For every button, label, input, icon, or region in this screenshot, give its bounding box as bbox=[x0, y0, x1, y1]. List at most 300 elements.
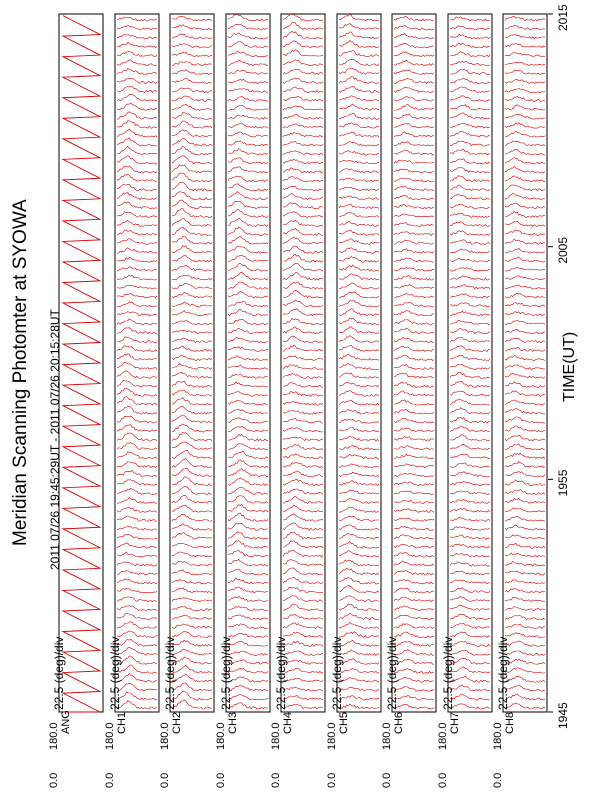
trace-ch2-scan bbox=[172, 275, 212, 280]
trace-ch1-scan bbox=[117, 202, 157, 209]
trace-ch7-scan bbox=[450, 131, 490, 137]
trace-ch3-scan bbox=[228, 291, 268, 298]
trace-ch2-scan bbox=[172, 514, 212, 521]
trace-ch7-scan bbox=[450, 52, 490, 57]
trace-ch2-scan bbox=[172, 219, 212, 227]
trace-ch1-scan bbox=[117, 692, 157, 700]
trace-ch4-scan bbox=[283, 194, 323, 200]
trace-ch6-scan bbox=[394, 17, 434, 21]
trace-ch7-scan bbox=[450, 605, 490, 610]
trace-ch8-scan bbox=[505, 641, 545, 647]
trace-ch6-scan bbox=[394, 87, 434, 92]
page-title: Meridian Scanning Photomter at SYOWA bbox=[10, 199, 31, 546]
trace-ch6-scan bbox=[394, 320, 434, 325]
trace-ch6-scan bbox=[394, 249, 434, 254]
trace-ch7-scan bbox=[450, 124, 490, 128]
trace-ch1-scan bbox=[117, 656, 157, 664]
scale-label-ch7: 22.5 (deg)/div bbox=[441, 636, 455, 710]
trace-ch2-scan bbox=[172, 165, 212, 173]
trace-ch3-scan bbox=[228, 651, 268, 656]
trace-ch1-scan bbox=[117, 138, 157, 147]
trace-ch4-scan bbox=[283, 437, 323, 441]
trace-ch4-scan bbox=[283, 514, 323, 522]
trace-ch2-scan bbox=[172, 346, 212, 352]
trace-ch5-scan bbox=[339, 248, 379, 254]
trace-ch3-scan bbox=[228, 356, 268, 361]
trace-ch7-scan bbox=[450, 372, 490, 378]
trace-ch7-scan bbox=[450, 544, 490, 548]
trace-ch6-scan bbox=[394, 70, 434, 75]
trace-ch8-scan bbox=[505, 453, 545, 459]
trace-ch4-scan bbox=[283, 523, 323, 531]
trace-ch7-scan bbox=[450, 444, 490, 450]
trace-ch3-scan bbox=[228, 282, 268, 289]
trace-ch5-scan bbox=[339, 24, 379, 30]
scale-label-ch3: 22.5 (deg)/div bbox=[219, 636, 233, 710]
scale-label-ch1: 22.5 (deg)/div bbox=[108, 636, 122, 710]
trace-ch3-scan bbox=[228, 559, 268, 566]
trace-ch1-scan bbox=[117, 597, 157, 602]
trace-ch5-scan bbox=[339, 113, 379, 119]
trace-ch2-scan bbox=[172, 227, 212, 235]
trace-ch3-scan bbox=[228, 452, 268, 459]
trace-ch1-scan bbox=[117, 579, 157, 584]
trace-ch1-scan bbox=[117, 86, 157, 92]
trace-ch7-scan bbox=[450, 337, 490, 342]
trace-ch8-scan bbox=[505, 285, 545, 289]
trace-ch6-scan bbox=[394, 60, 434, 66]
trace-ch5-scan bbox=[339, 696, 379, 700]
trace-ch5-scan bbox=[339, 141, 379, 146]
trace-ch1-scan bbox=[117, 346, 157, 352]
trace-ch4-scan bbox=[283, 282, 323, 289]
trace-ch8-scan bbox=[505, 43, 545, 47]
trace-ch7-scan bbox=[450, 105, 490, 111]
trace-ch1-scan bbox=[117, 589, 157, 593]
trace-ch3-scan bbox=[228, 669, 268, 674]
trace-ch4-scan bbox=[283, 568, 323, 575]
trace-ch1-scan bbox=[117, 230, 157, 236]
trace-ch1-scan bbox=[117, 312, 157, 316]
y-top-label-ch7: 180.0 bbox=[437, 722, 449, 750]
trace-ch2-scan bbox=[172, 450, 212, 458]
trace-ch3-scan bbox=[228, 624, 268, 629]
trace-ch8-scan bbox=[505, 114, 545, 119]
trace-ch1-scan bbox=[117, 146, 157, 155]
panel-label-ch3: CH3 bbox=[227, 711, 239, 734]
trace-ch2-scan bbox=[172, 561, 212, 566]
trace-ch6-scan bbox=[394, 597, 434, 602]
trace-ch7-scan bbox=[450, 311, 490, 316]
trace-ch7-scan bbox=[450, 268, 490, 272]
trace-ch7-scan bbox=[450, 258, 490, 262]
trace-ch1-scan bbox=[117, 380, 157, 387]
trace-ch3-scan bbox=[228, 633, 268, 637]
trace-ch3-scan bbox=[228, 88, 268, 92]
trace-ch6-scan bbox=[394, 464, 434, 468]
trace-ch5-scan bbox=[339, 640, 379, 646]
trace-ch8-scan bbox=[505, 553, 545, 557]
panel-label-ch4: CH4 bbox=[282, 711, 294, 734]
trace-ch4-scan bbox=[283, 60, 323, 66]
trace-ch1-scan bbox=[117, 294, 157, 298]
trace-ch7-scan bbox=[450, 535, 490, 539]
trace-ch2-scan bbox=[172, 524, 212, 531]
trace-ch5-scan bbox=[339, 659, 379, 665]
trace-ch3-scan bbox=[228, 176, 268, 182]
panel-frame-ch7 bbox=[448, 14, 492, 712]
trace-ch5-scan bbox=[339, 382, 379, 387]
trace-ch4-scan bbox=[283, 69, 323, 74]
trace-ch1-scan bbox=[117, 639, 157, 646]
trace-ch2-scan bbox=[172, 432, 212, 441]
trace-ch1-scan bbox=[117, 470, 157, 476]
y-bottom-label-ang: 0.0 bbox=[48, 772, 60, 788]
trace-ch2-scan bbox=[172, 424, 212, 432]
trace-ch7-scan bbox=[450, 159, 490, 164]
scale-label-ch5: 22.5 (deg)/div bbox=[330, 636, 344, 710]
trace-ch3-scan bbox=[228, 255, 268, 261]
trace-ch5-scan bbox=[339, 301, 379, 307]
trace-ch8-scan bbox=[505, 659, 545, 665]
trace-ch3-scan bbox=[228, 105, 268, 110]
trace-ch8-scan bbox=[505, 294, 545, 298]
y-top-label-ch4: 180.0 bbox=[270, 722, 282, 750]
trace-ch8-scan bbox=[505, 25, 545, 30]
trace-ch4-scan bbox=[283, 114, 323, 119]
trace-ch5-scan bbox=[339, 507, 379, 512]
trace-ch2-scan bbox=[172, 338, 212, 343]
trace-ch1-scan bbox=[117, 613, 157, 619]
trace-ch5-scan bbox=[339, 604, 379, 611]
trace-ch3-scan bbox=[228, 70, 268, 74]
trace-ch4-scan bbox=[283, 263, 323, 271]
panel-label-ch7: CH7 bbox=[449, 711, 461, 734]
trace-ch1-scan bbox=[117, 406, 157, 414]
trace-ch1-scan bbox=[117, 480, 157, 486]
trace-ch3-scan bbox=[228, 247, 268, 254]
trace-ch7-scan bbox=[450, 704, 490, 709]
scale-label-ch8: 22.5 (deg)/div bbox=[496, 636, 510, 710]
trace-ch4-scan bbox=[283, 454, 323, 459]
trace-ch8-scan bbox=[505, 516, 545, 521]
trace-ch5-scan bbox=[339, 472, 379, 477]
panel-label-ch2: CH2 bbox=[171, 711, 183, 734]
trace-ch1-scan bbox=[117, 26, 157, 30]
trace-ch7-scan bbox=[450, 499, 490, 503]
trace-ch4-scan bbox=[283, 587, 323, 593]
trace-ch4-scan bbox=[283, 489, 323, 494]
trace-ch8-scan bbox=[505, 248, 545, 253]
trace-ch2-scan bbox=[172, 25, 212, 30]
trace-ch4-scan bbox=[283, 641, 323, 646]
trace-ch1-scan bbox=[117, 166, 157, 173]
trace-ch8-scan bbox=[505, 571, 545, 575]
trace-ch3-scan bbox=[228, 167, 268, 173]
trace-ch6-scan bbox=[394, 659, 434, 664]
trace-ch3-scan bbox=[228, 184, 268, 191]
trace-ch2-scan bbox=[172, 640, 212, 646]
trace-ch2-scan bbox=[172, 486, 212, 494]
trace-ch5-scan bbox=[339, 704, 379, 709]
trace-ch2-scan bbox=[172, 624, 212, 629]
scale-label-ang: 22.5 (deg)/div bbox=[52, 636, 66, 710]
trace-ch8-scan bbox=[505, 391, 545, 397]
trace-ch4-scan bbox=[283, 445, 323, 450]
trace-ch8-scan bbox=[505, 221, 545, 226]
trace-ch1-scan bbox=[117, 552, 157, 557]
trace-ch6-scan bbox=[394, 52, 434, 57]
trace-ch8-scan bbox=[505, 426, 545, 432]
trace-ch3-scan bbox=[228, 607, 268, 611]
trace-ch4-scan bbox=[283, 704, 323, 709]
trace-ch7-scan bbox=[450, 34, 490, 39]
trace-ch3-scan bbox=[228, 347, 268, 352]
trace-ch8-scan bbox=[505, 499, 545, 504]
trace-ch2-scan bbox=[172, 606, 212, 611]
trace-ch8-scan bbox=[505, 480, 545, 486]
trace-ch6-scan bbox=[394, 552, 434, 557]
trace-ch3-scan bbox=[228, 132, 268, 137]
trace-ch6-scan bbox=[394, 544, 434, 548]
trace-ch8-scan bbox=[505, 141, 545, 146]
trace-ch6-scan bbox=[394, 195, 434, 199]
trace-ch4-scan bbox=[283, 356, 323, 361]
trace-ch6-scan bbox=[394, 624, 434, 629]
trace-ch6-scan bbox=[394, 267, 434, 271]
trace-ch2-scan bbox=[172, 182, 212, 191]
trace-ch1-scan bbox=[117, 248, 157, 254]
trace-ch4-scan bbox=[283, 660, 323, 664]
trace-ch6-scan bbox=[394, 436, 434, 440]
x-tick-label: 1945 bbox=[556, 702, 570, 729]
trace-ch5-scan bbox=[339, 400, 379, 405]
trace-ch8-scan bbox=[505, 257, 545, 262]
trace-ch7-scan bbox=[450, 213, 490, 218]
trace-ch7-scan bbox=[450, 382, 490, 388]
trace-ch2-scan bbox=[172, 496, 212, 504]
trace-ch6-scan bbox=[394, 641, 434, 646]
trace-ch4-scan bbox=[283, 255, 323, 263]
trace-ch4-scan bbox=[283, 559, 323, 566]
trace-ch4-scan bbox=[283, 463, 323, 468]
trace-ch3-scan bbox=[228, 236, 268, 244]
trace-ch8-scan bbox=[505, 508, 545, 512]
panel-frame-ch8 bbox=[503, 14, 547, 712]
trace-ch7-scan bbox=[450, 240, 490, 245]
trace-ch5-scan bbox=[339, 14, 379, 21]
trace-ch7-scan bbox=[450, 694, 490, 700]
trace-ch6-scan bbox=[394, 695, 434, 700]
trace-ch4-scan bbox=[283, 106, 323, 111]
trace-ch2-scan bbox=[172, 330, 212, 333]
trace-ch5-scan bbox=[339, 274, 379, 280]
trace-ch7-scan bbox=[450, 303, 490, 307]
trace-ch3-scan bbox=[228, 365, 268, 370]
trace-ch6-scan bbox=[394, 410, 434, 415]
trace-ch5-scan bbox=[339, 132, 379, 137]
trace-ch2-scan bbox=[172, 321, 212, 325]
trace-ch5-scan bbox=[339, 68, 379, 74]
trace-ch7-scan bbox=[450, 78, 490, 83]
trace-ch8-scan bbox=[505, 472, 545, 477]
y-bottom-label-ch3: 0.0 bbox=[215, 772, 227, 788]
trace-ch6-scan bbox=[394, 142, 434, 147]
panel-label-ch1: CH1 bbox=[116, 711, 128, 734]
trace-ch7-scan bbox=[450, 553, 490, 557]
trace-ch7-scan bbox=[450, 491, 490, 495]
trace-ch4-scan bbox=[283, 374, 323, 379]
trace-ch1-scan bbox=[117, 211, 157, 217]
trace-ch5-scan bbox=[339, 168, 379, 172]
trace-ch8-scan bbox=[505, 668, 545, 674]
trace-ch7-scan bbox=[450, 562, 490, 566]
trace-ch3-scan bbox=[228, 309, 268, 315]
trace-ch4-scan bbox=[283, 596, 323, 602]
trace-ch5-scan bbox=[339, 50, 379, 56]
trace-ch2-scan bbox=[172, 632, 212, 638]
panel-frame-ch5 bbox=[337, 14, 381, 712]
trace-ch7-scan bbox=[450, 176, 490, 182]
trace-ch2-scan bbox=[172, 355, 212, 361]
trace-ch5-scan bbox=[339, 650, 379, 656]
trace-ch3-scan bbox=[228, 96, 268, 101]
trace-ch4-scan bbox=[283, 550, 323, 557]
trace-ch3-scan bbox=[228, 418, 268, 424]
trace-ch7-scan bbox=[450, 26, 490, 30]
trace-ch5-scan bbox=[339, 32, 379, 39]
trace-ch6-scan bbox=[394, 276, 434, 281]
trace-ang bbox=[63, 16, 100, 712]
trace-ch5-scan bbox=[339, 534, 379, 540]
trace-ch4-scan bbox=[283, 541, 323, 548]
trace-ch8-scan bbox=[505, 400, 545, 405]
trace-ch6-scan bbox=[394, 650, 434, 656]
trace-ch2-scan bbox=[172, 147, 212, 156]
trace-ch6-scan bbox=[394, 482, 434, 486]
trace-ch6-scan bbox=[394, 418, 434, 423]
trace-ch5-scan bbox=[339, 336, 379, 343]
trace-ch4-scan bbox=[283, 410, 323, 414]
trace-ch6-scan bbox=[394, 223, 434, 227]
trace-ch4-scan bbox=[283, 141, 323, 146]
trace-ch8-scan bbox=[505, 329, 545, 334]
trace-ch5-scan bbox=[339, 96, 379, 101]
trace-ch3-scan bbox=[228, 596, 268, 601]
trace-ch3-scan bbox=[228, 14, 268, 21]
trace-ch4-scan bbox=[283, 176, 323, 181]
trace-ch8-scan bbox=[505, 462, 545, 468]
trace-ch3-scan bbox=[228, 578, 268, 584]
trace-ch1-scan bbox=[117, 433, 157, 441]
trace-ch2-scan bbox=[172, 237, 212, 245]
trace-ch4-scan bbox=[283, 318, 323, 324]
trace-ch8-scan bbox=[505, 597, 545, 601]
trace-ch7-scan bbox=[450, 391, 490, 396]
trace-ch8-scan bbox=[505, 382, 545, 388]
trace-ch1-scan bbox=[117, 397, 157, 406]
trace-ch4-scan bbox=[283, 212, 323, 218]
trace-ch4-scan bbox=[283, 124, 323, 128]
trace-ch5-scan bbox=[339, 481, 379, 486]
trace-ch2-scan bbox=[172, 579, 212, 584]
trace-ch1-scan bbox=[117, 68, 157, 74]
trace-ch2-scan bbox=[172, 311, 212, 316]
trace-ch7-scan bbox=[450, 61, 490, 66]
trace-ch7-scan bbox=[450, 623, 490, 628]
trace-ch6-scan bbox=[394, 571, 434, 575]
trace-ch4-scan bbox=[283, 402, 323, 406]
trace-ch7-scan bbox=[450, 204, 490, 209]
trace-ch2-scan bbox=[172, 477, 212, 486]
trace-ch6-scan bbox=[394, 535, 434, 539]
trace-ch8-scan bbox=[505, 185, 545, 191]
trace-ch4-scan bbox=[283, 159, 323, 164]
trace-ch7-scan bbox=[450, 426, 490, 432]
trace-ch4-scan bbox=[283, 151, 323, 155]
trace-ch6-scan bbox=[394, 561, 434, 566]
trace-ch2-scan bbox=[172, 173, 212, 182]
trace-ch5-scan bbox=[339, 213, 379, 218]
trace-ch7-scan bbox=[450, 408, 490, 414]
x-tick-label: 1955 bbox=[556, 469, 570, 497]
trace-ch1-scan bbox=[117, 388, 157, 396]
trace-ch8-scan bbox=[505, 321, 545, 325]
trace-ch4-scan bbox=[283, 695, 323, 700]
trace-ch6-scan bbox=[394, 97, 434, 102]
trace-ch5-scan bbox=[339, 490, 379, 494]
trace-ch5-scan bbox=[339, 586, 379, 593]
trace-ch1-scan bbox=[117, 622, 157, 629]
trace-ch6-scan bbox=[394, 446, 434, 450]
trace-ch4-scan bbox=[283, 496, 323, 503]
trace-ch1-scan bbox=[117, 302, 157, 307]
trace-ch7-scan bbox=[450, 435, 490, 441]
trace-ch1-scan bbox=[117, 60, 157, 66]
trace-ch6-scan bbox=[394, 454, 434, 459]
y-bottom-label-ch1: 0.0 bbox=[104, 772, 116, 788]
trace-ch6-scan bbox=[394, 214, 434, 217]
trace-ch3-scan bbox=[228, 434, 268, 441]
trace-ch2-scan bbox=[172, 683, 212, 691]
trace-ch4-scan bbox=[283, 327, 323, 334]
trace-ch4-scan bbox=[283, 505, 323, 512]
scale-label-ch4: 22.5 (deg)/div bbox=[274, 636, 288, 710]
x-axis-title: TIME(UT) bbox=[561, 331, 578, 402]
trace-ch5-scan bbox=[339, 151, 379, 156]
trace-ch6-scan bbox=[394, 114, 434, 119]
trace-ch2-scan bbox=[172, 649, 212, 655]
trace-ch2-scan bbox=[172, 302, 212, 307]
panel-frame-ch2 bbox=[170, 14, 214, 712]
trace-ch7-scan bbox=[450, 527, 490, 530]
trace-ch5-scan bbox=[339, 632, 379, 638]
trace-ch6-scan bbox=[394, 500, 434, 503]
trace-ch6-scan bbox=[394, 509, 434, 513]
trace-ch3-scan bbox=[228, 79, 268, 83]
trace-ch8-scan bbox=[505, 607, 545, 611]
trace-ch6-scan bbox=[394, 150, 434, 155]
trace-ch8-scan bbox=[505, 365, 545, 370]
trace-ch8-scan bbox=[505, 373, 545, 378]
trace-ch4-scan bbox=[283, 290, 323, 298]
trace-ch3-scan bbox=[228, 158, 268, 164]
trace-ch1-scan bbox=[117, 129, 157, 137]
trace-ch2-scan bbox=[172, 34, 212, 39]
trace-ch5-scan bbox=[339, 160, 379, 164]
trace-ch7-scan bbox=[450, 17, 490, 21]
trace-ch8-scan bbox=[505, 131, 545, 137]
